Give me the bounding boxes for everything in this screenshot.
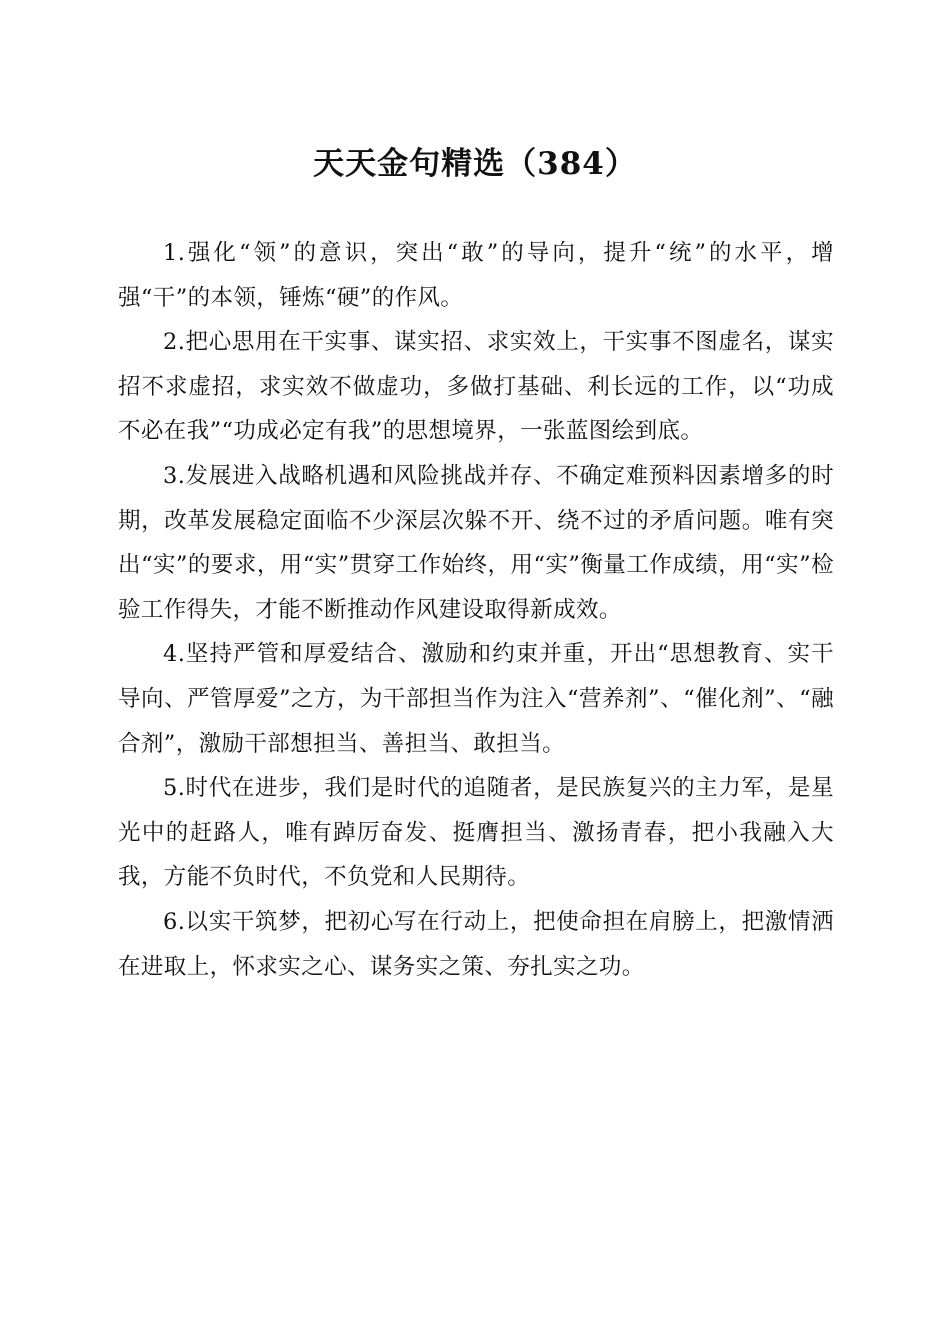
quote-paragraph-1: 1.强化“领”的意识，突出“敢”的导向，提升“统”的水平，增强“干”的本领，锤炼“硬”的作风。 — [118, 240, 834, 311]
quote-paragraph-6: 6.以实干筑梦，把初心写在行动上，把使命担在肩膀上，把激情洒在进取上，怀求实之心、谋务实之策、夯扎实之功。 — [118, 908, 834, 980]
quote-paragraph-3: 3.发展进入战略机遇和风险挑战并存、不确定难预料因素增多的时期，改革发展稳定面临不少深层次躲不开、绕不过的矛盾问题。唯有突出“实”的要求，用“实”贯穿工作始终，用“实”衡量工作成绩，用“实”检验工作得失，才能不断推动作风建设取得新成效。 — [118, 462, 834, 623]
quote-paragraph-5: 5.时代在进步，我们是时代的追随者，是民族复兴的主力军，是星光中的赶路人，唯有踔厉奋发、挺膺担当、激扬青春，把小我融入大我，方能不负时代，不负党和人民期待。 — [118, 775, 834, 891]
quote-paragraph-4: 4.坚持严管和厚爱结合、激励和约束并重，开出“思想教育、实干导向、严管厚爱”之方，为干部担当作为注入“营养剂”、“催化剂”、“融合剂”，激励干部想担当、善担当、敢担当。 — [118, 641, 834, 757]
quote-paragraph-2: 2.把心思用在干实事、谋实招、求实效上，干实事不图虚名，谋实招不求虚招，求实效不做虚功，多做打基础、利长远的工作，以“功成不必在我”“功成必定有我”的思想境界，一张蓝图绘到底。 — [118, 329, 834, 445]
document-title: 天天金句精选（384） — [313, 146, 637, 182]
document-body — [118, 231, 834, 989]
